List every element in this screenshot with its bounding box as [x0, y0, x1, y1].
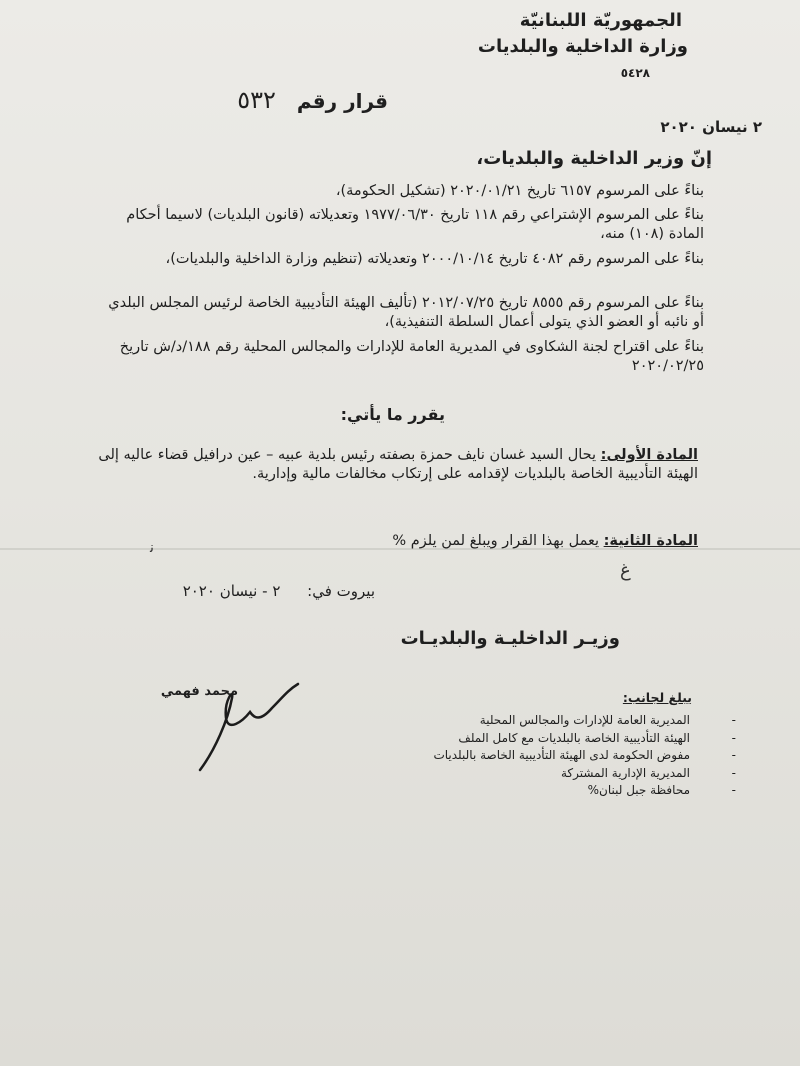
minister-line: إنّ وزير الداخلية والبلديات، — [476, 148, 712, 169]
distribution-item: الهيئة التأديبية الخاصة بالبلديات مع كامل الملف - — [433, 730, 690, 748]
minister-signature-title: وزيـر الداخليـة والبلديـات — [400, 628, 620, 649]
preamble-5: بناءً على اقتراح لجنة الشكاوى في المديرية العامة للإدارات والمجالس المحلية رقم ١٨٨/د/ش تاريخ ٢٠٢٠/٠٢/٢٥ — [119, 339, 704, 374]
handwritten-initial: غ — [620, 560, 631, 581]
article-1-text: يحال السيد غسان نايف حمزة بصفته رئيس بلدية عبيه – عين درافيل قضاء عاليه إلى الهيئة التأديبية الخاصة بالبلديات لإقدامه على إرتكاب مخالفات مالية وإدارية. — [98, 447, 698, 482]
preamble-2: بناءً على المرسوم الإشتراعي رقم ١١٨ تاريخ ١٩٧٧/٠٦/٣٠ وتعديلاته (قانون البلديات) لاسيما أحكام المادة (١٠٨) منه، — [126, 207, 704, 242]
issue-place-date — [183, 582, 375, 600]
handwritten-signature — [180, 660, 320, 780]
decision-number: ٥٣٢ — [237, 86, 276, 114]
distribution-item: محافظة جبل لبنان% - — [433, 782, 690, 800]
article-1-label: المادة الأولى: — [600, 447, 698, 463]
handwritten-mark: ﻧ — [150, 540, 154, 556]
resolves-heading: يقرر ما يأتي: — [340, 405, 445, 424]
preamble-3: بناءً على المرسوم رقم ٤٠٨٢ تاريخ ٢٠٠٠/١٠/١٤ وتعديلاته (تنظيم وزارة الداخلية والبلديات)، — [165, 251, 704, 267]
issue-place-label: بيروت في: — [307, 582, 375, 600]
preamble-4: بناءً على المرسوم رقم ٨٥٥٥ تاريخ ٢٠١٢/٠٧/٢٥ (تأليف الهيئة التأديبية الخاصة لرئيس المجلس البلدي أو نائبه أو العضو الذي يتولى أعمال السلطة التنفيذية)، — [108, 295, 704, 330]
distribution-item: مفوض الحكومة لدى الهيئة التأديبية الخاصة بالبلديات - — [433, 747, 690, 765]
preamble-1: بناءً على المرسوم ٦١٥٧ تاريخ ٢٠٢٠/٠١/٢١ (تشكيل الحكومة)، — [335, 183, 704, 199]
article-2 — [98, 532, 698, 551]
reference-number: ٥٤٢٨ — [620, 66, 650, 80]
distribution-list — [433, 712, 690, 800]
article-2-label: المادة الثانية: — [603, 533, 698, 549]
decision-title — [237, 86, 388, 114]
ministry-heading: وزارة الداخلية والبلديات — [477, 36, 688, 57]
decision-date: ٢ نيسان ٢٠٢٠ — [660, 118, 762, 136]
republic-heading: الجمهوريّة اللبنانيّة — [519, 10, 682, 31]
article-2-text: يعمل بهذا القرار ويبلغ لمن يلزم % — [392, 533, 600, 549]
article-1 — [98, 446, 698, 484]
issue-date: ٢ - نيسان ٢٠٢٠ — [182, 582, 281, 600]
distribution-item: المديرية الإدارية المشتركة - — [433, 765, 690, 783]
decision-label: قرار رقم — [296, 89, 388, 113]
distribution-item: المديرية العامة للإدارات والمجالس المحلية - — [433, 712, 690, 730]
distribution-title: يبلغ لجانب: — [622, 690, 692, 705]
signer-name: محمد فهمي — [160, 684, 238, 699]
